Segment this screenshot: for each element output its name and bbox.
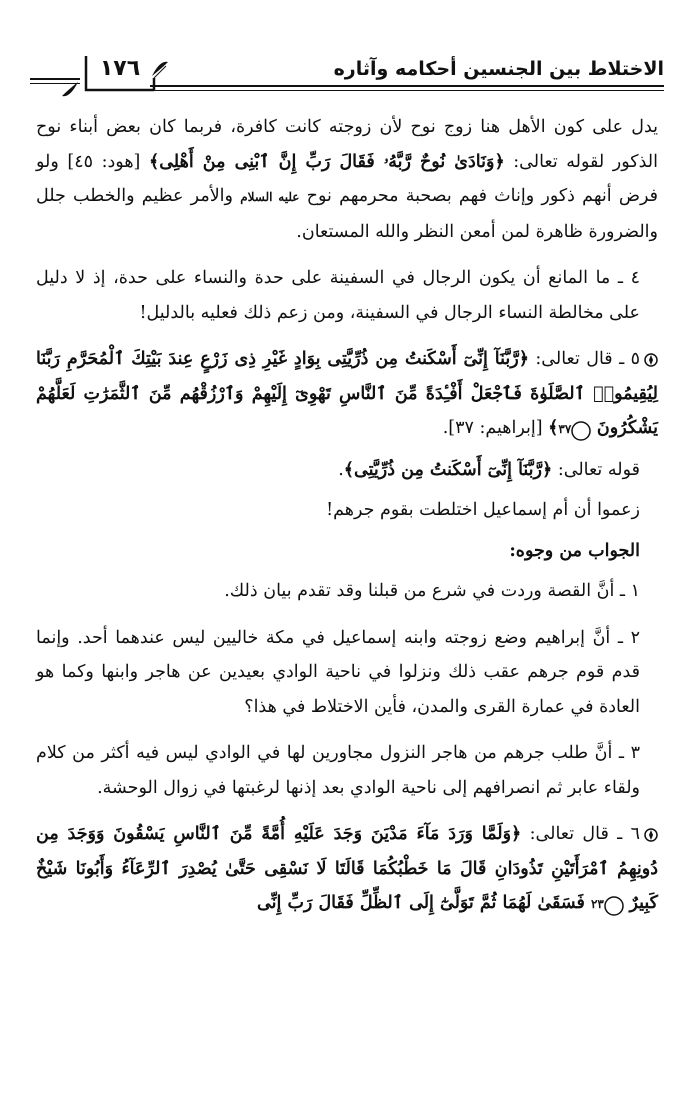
peace-be-upon-him: عليه السلام <box>240 190 300 204</box>
ayah-number: ٢٣ <box>590 897 604 911</box>
ayah-number-icon <box>571 419 591 439</box>
paragraph-9: ٣ ـ أنَّ طلب جرهم من هاجر النزول مجاورين لها في الوادي ليس فيه أكثر من كلام ولقاء عابر ثم انصرافهم إلى ناحية الوادي بعد إذنها لرغبتها في زوال الوحشة. <box>36 743 640 798</box>
ayah-number-icon <box>604 894 624 914</box>
paragraph-7: ١ ـ أنَّ القصة وردت في شرع من قبلنا وقد تقدم بيان ذلك. <box>224 581 640 601</box>
header-rule-thin <box>150 90 664 91</box>
section-heading: الجواب من وجوه: <box>509 540 640 561</box>
paragraph-2: ٤ ـ ما المانع أن يكون الرجال في السفينة على حدة والنساء على حدة، إذ لا دليل على مخالطة النساء الرجال في السفينة، ومن زعم ذلك فعليه بالدليل! <box>36 268 640 323</box>
quran-verse: رَّبَّنَآ إِنِّىٓ أَسْكَنتُ مِن ذُرِّيَّتِى بِوَادٍ غَيْرِ ذِى زَرْعٍ عِندَ بَيْتِكَ ٱلْمُحَرَّمِ رَبَّنَا لِيُقِيمُوا۟ ٱلصَّلَوٰةَ فَٱجْعَلْ أَفْـِٔدَةً مِّنَ ٱلنَّاسِ تَهْوِىٓ إِلَيْهِمْ وَٱرْزُقْهُم مِّنَ ٱلثَّمَرَٰتِ لَعَلَّهُمْ يَشْكُرُونَ <box>36 349 658 438</box>
paragraph-5: زعموا أن أم إسماعيل اختلطت بقوم جرهم! <box>326 500 640 520</box>
paragraph-3: ٥ ـ قال تعالى: ﴿رَّبَّنَآ إِنِّىٓ أَسْكَنتُ مِن ذُرِّيَّتِى بِوَادٍ غَيْرِ ذِى زَرْعٍ عِندَ بَيْتِكَ ٱلْمُحَرَّمِ رَبَّنَا لِيُقِيمُوا۟ ٱلصَّلَوٰةَ فَٱجْعَلْ أَفْـِٔدَةً مِّنَ ٱلنَّاسِ تَهْوِىٓ إِلَيْهِمْ وَٱرْزُقْهُم مِّنَ ٱلثَّمَرَٰتِ لَعَلَّهُمْ يَشْكُرُونَ ٣٧﴾ [إبراهيم: ٣٧]. <box>36 349 658 438</box>
quran-verse: وَنَادَىٰ نُوحٌ رَّبَّهُۥ فَقَالَ رَبِّ إِنَّ ٱبْنِى مِنْ أَهْلِى <box>159 151 495 172</box>
header-rule <box>150 85 664 87</box>
flower-marker-icon <box>644 353 658 367</box>
ayah-number: ٣٧ <box>558 422 572 436</box>
quran-verse: رَّبَّنَآ إِنِّىٓ أَسْكَنتُ مِن ذُرِّيَّتِى <box>354 459 543 480</box>
flower-marker-icon <box>644 828 658 842</box>
paragraph-10: ٦ ـ قال تعالى: ﴿وَلَمَّا وَرَدَ مَآءَ مَدْيَنَ وَجَدَ عَلَيْهِ أُمَّةً مِّنَ ٱلنَّاسِ يَسْقُونَ وَوَجَدَ مِن دُونِهِمُ ٱمْرَأَتَيْنِ تَذُودَانِ قَالَ مَا خَطْبُكُمَا قَالَتَا لَا نَسْقِى حَتَّىٰ يُصْدِرَ ٱلرِّعَآءُ وَأَبُونَا شَيْخٌ كَبِيرٌ ٢٣ فَسَقَىٰ لَهُمَا ثُمَّ تَوَلَّىٰٓ إِلَى ٱلظِّلِّ فَقَالَ رَبِّ إِنِّى <box>36 824 658 913</box>
quran-verse: فَسَقَىٰ لَهُمَا ثُمَّ تَوَلَّىٰٓ إِلَى ٱلظِّلِّ فَقَالَ رَبِّ إِنِّى <box>257 893 591 913</box>
running-title: الاختلاط بين الجنسين أحكامه وآثاره <box>333 58 664 80</box>
quran-verse: وَلَمَّا وَرَدَ مَآءَ مَدْيَنَ وَجَدَ عَلَيْهِ أُمَّةً مِّنَ ٱلنَّاسِ يَسْقُونَ وَوَجَدَ مِن دُونِهِمُ ٱمْرَأَتَيْنِ تَذُودَانِ قَالَ مَا خَطْبُكُمَا قَالَتَا لَا نَسْقِى حَتَّىٰ يُصْدِرَ ٱلرِّعَآءُ وَأَبُونَا شَيْخٌ كَبِيرٌ <box>36 824 658 913</box>
page-content <box>36 110 658 922</box>
page-number: ١٧٦ <box>99 56 141 81</box>
leaf-ornament-icon <box>150 58 170 80</box>
paragraph-8: ٢ ـ أنَّ إبراهيم وضع زوجته وابنه إسماعيل في مكة خاليين ليس عندهما أحد. وإنما قدم قوم جرهم عقب ذلك ونزلوا في ناحية الوادي بعيدين عن هاجر وابنها وكما هو العادة في عمارة القرى والمدن، فأين الاختلاط في هذا؟ <box>36 627 640 717</box>
page-header <box>30 52 664 98</box>
leaf-ornament-icon <box>60 78 80 100</box>
page-number-box <box>80 52 152 92</box>
paragraph-4: قوله تعالى: ﴿رَّبَّنَآ إِنِّىٓ أَسْكَنتُ مِن ذُرِّيَّتِى﴾. <box>338 459 640 480</box>
paragraph-1: يدل على كون الأهل هنا زوج نوح لأن زوجته كانت كافرة، فربما كان بعض أبناء نوح الذكور لقوله تعالى: ﴿وَنَادَىٰ نُوحٌ رَّبَّهُۥ فَقَالَ رَبِّ إِنَّ ٱبْنِى مِنْ أَهْلِى﴾ [هود: ٤٥] ولو فرض أنهم ذكور وإناث فهم بصحبة محرمهم نوح عليه السلام والأمر عظيم والخطب جلل والضرورة ظاهرة لمن أمعن النظر والله المستعان. <box>36 117 659 242</box>
